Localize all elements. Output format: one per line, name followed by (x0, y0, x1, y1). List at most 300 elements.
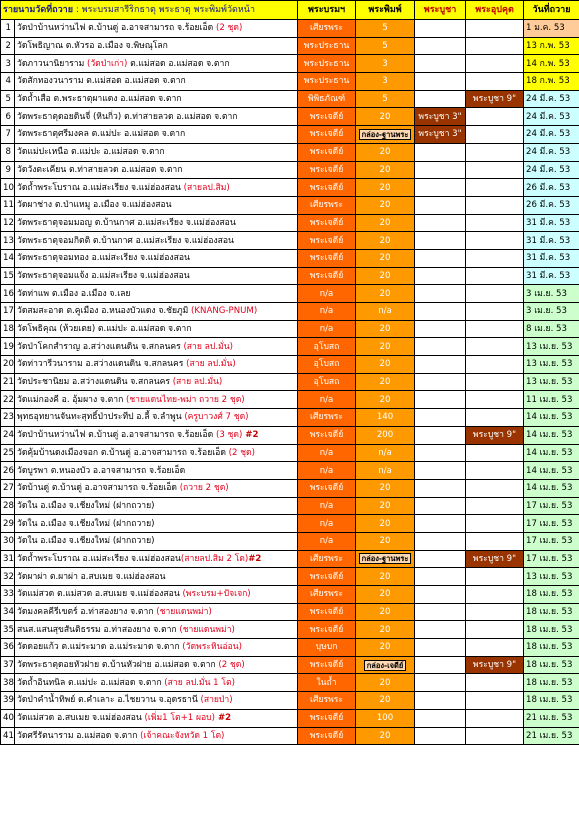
puja-cell (415, 179, 466, 197)
table-row (1, 692, 579, 710)
date-cell: 17 เม.ย. 53 (524, 497, 579, 515)
relic-type: เศียรพระ (298, 550, 356, 568)
upa-cell (466, 674, 524, 692)
temple-tag: #2 (248, 553, 262, 564)
date-cell: 24 มี.ค. 53 (524, 161, 579, 179)
table-row (1, 391, 579, 409)
print-count: 20 (356, 249, 415, 267)
temple-name: วัดท่าวารีวนาราม อ.สว่างแดนดิน จ.สกลนคร (17, 359, 187, 370)
temple-name-cell (15, 338, 298, 356)
upa-cell (466, 285, 524, 303)
print-count: 3 (356, 73, 415, 91)
header-temple (1, 1, 298, 20)
temple-note: (2 ชุด) (228, 447, 255, 458)
temple-name-cell (15, 303, 298, 321)
puja-cell (415, 727, 466, 745)
puja-cell (415, 267, 466, 285)
row-number: 27 (1, 479, 15, 497)
relic-type: อุโบสถ (298, 338, 356, 356)
relic-type: เศียรพระ (298, 692, 356, 710)
row-number: 32 (1, 568, 15, 586)
table-row (1, 550, 579, 568)
table-row (1, 73, 579, 91)
temple-name: วัดวังตะเคียน ต.ท่าสายลวด อ.แม่สอด จ.ตาก (17, 164, 183, 175)
upa-cell (466, 391, 524, 409)
row-number: 24 (1, 426, 15, 444)
temple-note: (3 ชุด) (215, 430, 243, 441)
date-cell: 1 ม.ค. 53 (524, 20, 579, 38)
temple-name: วัดภาวนานิยาราม (17, 58, 87, 69)
puja-cell (415, 90, 466, 108)
temple-name: วัดใน อ.เมือง จ.เชียงใหม่ (ฝากถวาย) (17, 500, 155, 511)
temple-name: วัดบ้านดู่ ต.บ้านดู่ อ.อาจสามารถ จ.ร้อยเอ็ด (17, 483, 180, 494)
date-cell: 3 เม.ย. 53 (524, 285, 579, 303)
row-number: 11 (1, 196, 15, 214)
date-cell: 24 มี.ค. 53 (524, 143, 579, 161)
temple-name-cell (15, 249, 298, 267)
puja-cell (415, 692, 466, 710)
temple-name-cell (15, 37, 298, 55)
date-cell: 17 เม.ย. 53 (524, 532, 579, 550)
upa-cell (466, 214, 524, 232)
table-row (1, 196, 579, 214)
table-row (1, 603, 579, 621)
print-count: 20 (356, 497, 415, 515)
puja-cell (415, 20, 466, 38)
puja-cell (415, 532, 466, 550)
print-count: 3 (356, 55, 415, 73)
date-cell: 26 มี.ค. 53 (524, 179, 579, 197)
temple-note: (ครูบาวงศ์ 7 ชุด) (184, 412, 249, 423)
print-count: n/a (356, 303, 415, 321)
relic-type: พระเจดีย์ (298, 267, 356, 285)
temple-tag: #2 (214, 713, 232, 724)
puja-cell (415, 462, 466, 480)
upa-cell (466, 267, 524, 285)
temple-name: วัดถ้ำพระโบราณ อ.แม่สะเรียง จ.แม่ฮ่องสอน (17, 182, 184, 193)
date-cell: 18 เม.ย. 53 (524, 586, 579, 604)
date-cell: 18 เม.ย. 53 (524, 621, 579, 639)
upa-cell (466, 73, 524, 91)
date-cell: 24 มี.ค. 53 (524, 108, 579, 126)
print-count: 20 (356, 692, 415, 710)
upa-cell (466, 161, 524, 179)
temple-note: (ชายแดนไทย-พม่า ถวาย 2 ชุด) (126, 394, 245, 405)
temple-name-cell (15, 709, 298, 727)
date-cell: 31 มี.ค. 53 (524, 249, 579, 267)
print-count: 20 (356, 108, 415, 126)
temple-note: (สายป่า) (200, 695, 233, 706)
date-cell: 18 เม.ย. 53 (524, 639, 579, 657)
relic-type: พระเจดีย์ (298, 727, 356, 745)
print-count (356, 126, 415, 144)
print-count: 20 (356, 338, 415, 356)
print-count: 20 (356, 727, 415, 745)
date-cell: 17 เม.ย. 53 (524, 550, 579, 568)
date-cell: 14 เม.ย. 53 (524, 462, 579, 480)
puja-cell (415, 320, 466, 338)
date-cell: 17 เม.ย. 53 (524, 515, 579, 533)
temple-name-cell (15, 727, 298, 745)
table-row (1, 373, 579, 391)
table-row (1, 338, 579, 356)
row-number: 16 (1, 285, 15, 303)
temple-note: (สายลป.สิม 2 โต) (180, 553, 249, 564)
temple-name-cell (15, 515, 298, 533)
row-number: 4 (1, 73, 15, 91)
relic-type: พระเจดีย์ (298, 656, 356, 674)
date-cell: 13 เม.ย. 53 (524, 338, 579, 356)
temple-name: วัดพระธาตุดอยดินจี่ (หินกิ่ว) ต.ท่าสายลวด อ.แม่สอด จ.ตาก (17, 111, 238, 122)
temple-name-cell (15, 674, 298, 692)
table-row (1, 444, 579, 462)
table-row (1, 674, 579, 692)
relic-type: พระเจดีย์ (298, 249, 356, 267)
upa-cell (466, 338, 524, 356)
row-number: 13 (1, 232, 15, 250)
date-cell: 24 มี.ค. 53 (524, 90, 579, 108)
temple-name: วัดพระธาตุศรีมงคล ต.แม่ปะ อ.แม่สอด จ.ตาก (17, 129, 186, 140)
puja-cell (415, 568, 466, 586)
temple-name: วัดแม่สวด ต.แม่สวด อ.สบเมย จ.แม่ฮ่องสอน (17, 589, 183, 600)
temple-note: (วัดป่าเก่า) (87, 58, 128, 69)
puja-cell (415, 586, 466, 604)
print-count: 20 (356, 143, 415, 161)
relic-type: พระเจดีย์ (298, 709, 356, 727)
header-upa: พระอุปคุต (466, 1, 524, 20)
relic-type: เศียรพระ (298, 196, 356, 214)
puja-cell (415, 285, 466, 303)
temple-name: วัดโพธิญาณ ต.หัวรอ อ.เมือง จ.พิษณุโลก (17, 41, 168, 52)
upa-cell (466, 196, 524, 214)
relic-type: พระเจดีย์ (298, 214, 356, 232)
temple-note: (เพิ่ม1 โต+1 ผอบ) (144, 713, 215, 724)
print-count: n/a (356, 462, 415, 480)
puja-cell (415, 639, 466, 657)
puja-cell (415, 426, 466, 444)
table-row (1, 727, 579, 745)
row-number: 20 (1, 356, 15, 374)
date-cell: 18 ก.พ. 53 (524, 73, 579, 91)
table-row (1, 426, 579, 444)
puja-cell (415, 709, 466, 727)
table-row (1, 497, 579, 515)
print-count: 140 (356, 409, 415, 427)
puja-cell (415, 232, 466, 250)
temple-note: (ชายแดนพม่า) (156, 607, 212, 618)
puja-cell (415, 196, 466, 214)
temple-note: (ถวาย 2 ชุด) (179, 483, 229, 494)
puja-cell (415, 550, 466, 568)
date-cell: 26 มี.ค. 53 (524, 196, 579, 214)
print-count: 20 (356, 285, 415, 303)
date-cell: 18 เม.ย. 53 (524, 603, 579, 621)
table-row (1, 568, 579, 586)
row-number: 14 (1, 249, 15, 267)
puja-cell (415, 479, 466, 497)
temple-name-cell (15, 568, 298, 586)
temple-name: วัดใน อ.เมือง จ.เชียงใหม่ (ฝากถวาย) (17, 536, 155, 547)
temple-name-cell (15, 108, 298, 126)
row-number: 40 (1, 709, 15, 727)
row-number: 21 (1, 373, 15, 391)
temple-name: วัดใน อ.เมือง จ.เชียงใหม่ (ฝากถวาย) (17, 518, 155, 529)
row-number: 17 (1, 303, 15, 321)
table-row (1, 55, 579, 73)
print-count: 5 (356, 20, 415, 38)
temple-tag: #2 (242, 430, 259, 441)
temple-name: วัดคุ้มบ้านดงเมืองจอก ต.บ้านดู่ อ.อาจสามารถ จ.ร้อยเอ็ด (17, 447, 229, 458)
date-cell: 13 เม.ย. 53 (524, 568, 579, 586)
date-cell: 14 เม.ย. 53 (524, 426, 579, 444)
relic-type: n/a (298, 303, 356, 321)
temple-name: วัดถ้ำอินทนิล ต.แม่ปะ อ.แม่สอด จ.ตาก (17, 677, 165, 688)
table-row (1, 90, 579, 108)
upa-cell (466, 37, 524, 55)
print-count: 20 (356, 639, 415, 657)
upa-cell (466, 586, 524, 604)
row-number: 12 (1, 214, 15, 232)
temple-note: (สาย ลป.มั่น) (172, 377, 223, 388)
row-number: 2 (1, 37, 15, 55)
row-number: 3 (1, 55, 15, 73)
relic-type: พระประธาน (298, 55, 356, 73)
relic-type: n/a (298, 320, 356, 338)
upa-cell (466, 603, 524, 621)
date-cell: 21 เม.ย. 53 (524, 727, 579, 745)
upa-cell (466, 55, 524, 73)
row-number: 9 (1, 161, 15, 179)
upa-cell (466, 479, 524, 497)
date-cell: 13 ก.พ. 53 (524, 37, 579, 55)
table-row (1, 320, 579, 338)
puja-cell: พระบูชา 3" (415, 108, 466, 126)
temple-name-cell (15, 143, 298, 161)
temple-name-cell (15, 267, 298, 285)
upa-cell (466, 444, 524, 462)
relic-type: บุษบก (298, 639, 356, 657)
date-cell: 31 มี.ค. 53 (524, 232, 579, 250)
print-box-label: กล่อง-ฐานพระ (359, 553, 412, 564)
relic-type: พระประธาน (298, 73, 356, 91)
puja-cell (415, 73, 466, 91)
print-box-label: กล่อง-เจดีย์ (364, 660, 407, 671)
row-number: 1 (1, 20, 15, 38)
relic-type: พระเจดีย์ (298, 143, 356, 161)
date-cell: 21 เม.ย. 53 (524, 709, 579, 727)
print-count: 20 (356, 232, 415, 250)
temple-name-cell (15, 285, 298, 303)
table-row (1, 479, 579, 497)
table-row (1, 586, 579, 604)
row-number: 35 (1, 621, 15, 639)
header-row (1, 1, 579, 20)
temple-name: วัดผาผ่า ต.ผาผ่า อ.สบเมย จ.แม่ฮ่องสอน (17, 571, 166, 582)
table-row (1, 532, 579, 550)
print-count: 20 (356, 674, 415, 692)
relic-type: พระเจดีย์ (298, 621, 356, 639)
temple-name-cell (15, 621, 298, 639)
temple-name-cell (15, 90, 298, 108)
puja-cell: พระบูชา 3" (415, 126, 466, 144)
relic-type: พระประธาน (298, 37, 356, 55)
table-row (1, 249, 579, 267)
temple-note: (วัดพระหินอ่อน) (182, 642, 243, 653)
upa-cell (466, 639, 524, 657)
row-number: 41 (1, 727, 15, 745)
temple-name-cell (15, 444, 298, 462)
relic-type: ในถ้ำ (298, 674, 356, 692)
relic-type: อุโบสถ (298, 356, 356, 374)
date-cell: 14 เม.ย. 53 (524, 409, 579, 427)
row-number: 28 (1, 497, 15, 515)
puja-cell (415, 391, 466, 409)
temple-note: (พระบรม+ปัจเจก) (182, 589, 251, 600)
temple-name: วัดพระธาตุจอมแจ้ง อ.แม่สะเรียง จ.แม่ฮ่องสอน (17, 270, 190, 281)
temple-name: วัดป่าคำน้ำทิพย์ ต.คำเลาะ อ.ไชยวาน จ.อุดรธานี (17, 695, 201, 706)
upa-cell (466, 568, 524, 586)
temple-note: (สายลป.สิม) (183, 182, 230, 193)
temple-name: วัดมงคลคีรีเขตร์ อ.ท่าสองยาง จ.ตาก (17, 607, 157, 618)
row-number: 25 (1, 444, 15, 462)
upa-cell (466, 409, 524, 427)
header-puja: พระบูชา (415, 1, 466, 20)
table-row (1, 303, 579, 321)
date-cell: 18 เม.ย. 53 (524, 674, 579, 692)
upa-cell (466, 303, 524, 321)
upa-cell (466, 621, 524, 639)
temple-name-cell (15, 373, 298, 391)
date-cell: 14 เม.ย. 53 (524, 444, 579, 462)
puja-cell (415, 603, 466, 621)
temple-note: (2 ชุด) (218, 660, 245, 671)
print-count: 200 (356, 426, 415, 444)
temple-name: วัดโพธิคุณ (ห้วยเตย) ต.แม่ปะ อ.แม่สอด จ.ตาก (17, 324, 192, 335)
puja-cell (415, 303, 466, 321)
print-count: 5 (356, 90, 415, 108)
puja-cell (415, 161, 466, 179)
row-number: 30 (1, 532, 15, 550)
puja-cell (415, 373, 466, 391)
date-cell: 13 เม.ย. 53 (524, 356, 579, 374)
print-count: 20 (356, 603, 415, 621)
puja-cell (415, 621, 466, 639)
temple-name: วัดบูรพา ต.หนองบัว อ.อาจสามารถ จ.ร้อยเอ็ด (17, 465, 186, 476)
table-row (1, 232, 579, 250)
temple-name-cell (15, 479, 298, 497)
upa-cell (466, 497, 524, 515)
print-count: 20 (356, 532, 415, 550)
print-count: 20 (356, 161, 415, 179)
row-number: 36 (1, 639, 15, 657)
row-number: 38 (1, 674, 15, 692)
relic-type: n/a (298, 532, 356, 550)
upa-cell (466, 532, 524, 550)
row-number: 5 (1, 90, 15, 108)
temple-name: วัดป่าบ้านหว่านไฟ ต.บ้านดู่ อ.อาจสามารถ จ.ร้อยเอ็ด (17, 430, 216, 441)
row-number: 34 (1, 603, 15, 621)
date-cell: 11 เม.ย. 53 (524, 391, 579, 409)
relic-type: พระเจดีย์ (298, 568, 356, 586)
date-cell: 13 เม.ย. 53 (524, 373, 579, 391)
table-row (1, 409, 579, 427)
relic-type: พระเจดีย์ (298, 479, 356, 497)
puja-cell (415, 55, 466, 73)
table-row (1, 108, 579, 126)
row-number: 10 (1, 179, 15, 197)
print-count: 20 (356, 196, 415, 214)
temple-name-cell (15, 179, 298, 197)
temple-name-cell (15, 550, 298, 568)
temple-name: วัดพระธาตุดอยหัวฝาย ต.บ้านหัวฝาย อ.แม่สอด จ.ตาก (17, 660, 219, 671)
puja-cell (415, 497, 466, 515)
row-number: 29 (1, 515, 15, 533)
temple-name: วัดประชานิยม อ.สว่างแดนดิน จ.สกลนคร (17, 377, 173, 388)
temple-name: วัดดอยแก้ว ต.แม่ระมาด อ.แม่ระมาด จ.ตาก (17, 642, 183, 653)
row-number: 23 (1, 409, 15, 427)
temple-name: วัดแม่สวด อ.สบเมย จ.แม่ฮ่องสอน (17, 713, 145, 724)
print-count: 20 (356, 515, 415, 533)
temple-name-cell (15, 55, 298, 73)
table-row (1, 37, 579, 55)
table-row (1, 621, 579, 639)
temple-name: วัดพระธาตุจอมทอง อ.แม่สะเรียง จ.แม่ฮ่องสอน (17, 253, 190, 264)
print-count: 100 (356, 709, 415, 727)
date-cell: 14 ก.พ. 53 (524, 55, 579, 73)
upa-cell: พระบูชา 9" (466, 656, 524, 674)
table-row (1, 267, 579, 285)
print-count: n/a (356, 444, 415, 462)
header-temple-label: รายนามวัดที่ถวาย (3, 5, 73, 15)
puja-cell (415, 356, 466, 374)
row-number: 31 (1, 550, 15, 568)
relic-type: n/a (298, 444, 356, 462)
puja-cell (415, 37, 466, 55)
table-row (1, 515, 579, 533)
table-row (1, 179, 579, 197)
print-count: 20 (356, 621, 415, 639)
temple-name: วัดถ้ำพระโบราณ อ.แม่สะเรียง จ.แม่ฮ่องสอน (17, 553, 181, 564)
temple-name-cell (15, 214, 298, 232)
table-row (1, 126, 579, 144)
temple-name-cell (15, 20, 298, 38)
temple-name-cell (15, 232, 298, 250)
temple-name-cell (15, 586, 298, 604)
relic-type: พระเจดีย์ (298, 108, 356, 126)
upa-cell (466, 249, 524, 267)
upa-cell (466, 179, 524, 197)
date-cell: 18 เม.ย. 53 (524, 656, 579, 674)
header-type: พระบรมฯ (298, 1, 356, 20)
row-number: 18 (1, 320, 15, 338)
table-row (1, 462, 579, 480)
puja-cell (415, 409, 466, 427)
table-row (1, 356, 579, 374)
print-count: 20 (356, 267, 415, 285)
puja-cell (415, 214, 466, 232)
relic-type: พระเจดีย์ (298, 232, 356, 250)
date-cell: 14 เม.ย. 53 (524, 479, 579, 497)
relic-type: n/a (298, 391, 356, 409)
temple-name-cell (15, 356, 298, 374)
temple-name: วัดศรีรัตนาราม อ.แม่สอด จ.ตาก (17, 730, 141, 741)
upa-cell (466, 373, 524, 391)
puja-cell (415, 338, 466, 356)
temple-name: สนส.แสนสุขสันติธรรม อ.ท่าสองยาง จ.ตาก (17, 624, 180, 635)
print-count: 20 (356, 479, 415, 497)
puja-cell (415, 249, 466, 267)
upa-cell (466, 692, 524, 710)
